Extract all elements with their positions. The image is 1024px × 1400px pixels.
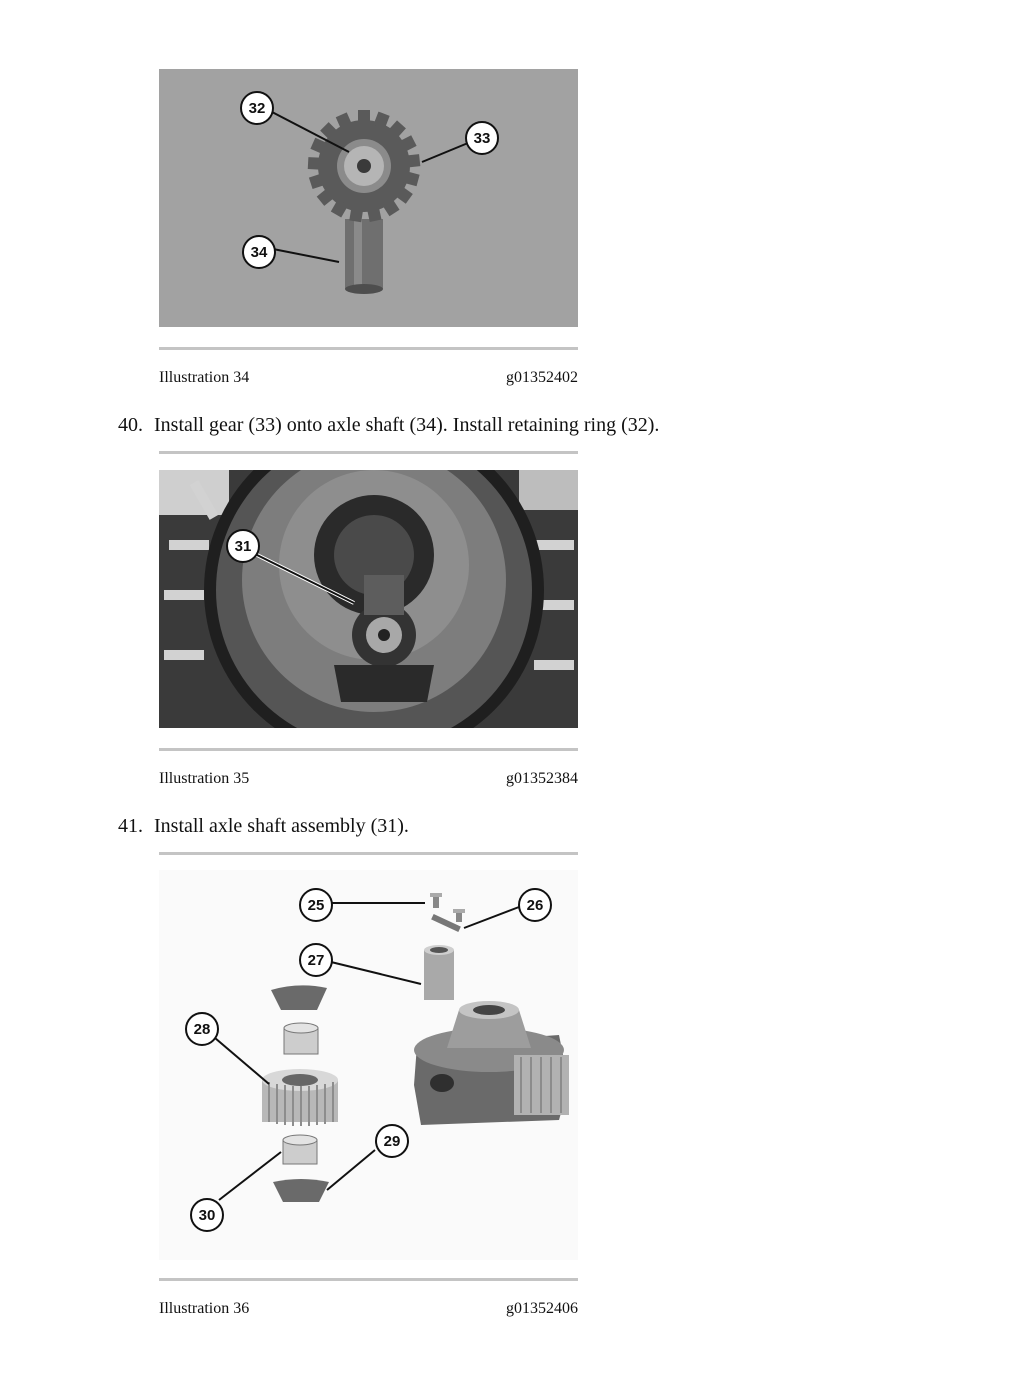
step-text: Install gear (33) onto axle shaft (34). Install retaining ring (32). — [154, 414, 660, 436]
callout-29-label: 29 — [383, 1132, 401, 1150]
caption-id: g01352406 — [506, 1300, 578, 1317]
figure-top-rule — [159, 852, 578, 855]
illustration-35-photo — [159, 470, 578, 728]
illustration-34-photo — [159, 69, 578, 327]
callout-25-label: 25 — [307, 896, 325, 914]
illustration-36-diagram — [159, 870, 578, 1260]
figure-top-rule — [159, 451, 578, 454]
callout-32-label: 32 — [248, 99, 266, 117]
step-40 — [118, 414, 659, 437]
caption-label: Illustration 36 — [159, 1300, 250, 1317]
callout-27 — [299, 943, 333, 977]
callout-31 — [226, 529, 260, 563]
callout-31-label: 31 — [234, 537, 252, 555]
callout-25 — [299, 888, 333, 922]
callout-30 — [190, 1198, 224, 1232]
step-41 — [118, 815, 409, 838]
callout-34 — [242, 235, 276, 269]
callout-30-label: 30 — [198, 1206, 216, 1224]
callout-26-label: 26 — [526, 896, 544, 914]
callout-29 — [375, 1124, 409, 1158]
caption-label: Illustration 34 — [159, 369, 250, 386]
callout-28-label: 28 — [193, 1020, 211, 1038]
callout-33 — [465, 121, 499, 155]
caption-rule — [159, 347, 578, 350]
illustration-35-caption — [159, 770, 578, 788]
caption-id: g01352384 — [506, 770, 578, 787]
callout-26 — [518, 888, 552, 922]
caption-id: g01352402 — [506, 369, 578, 386]
step-number: 40. — [118, 414, 143, 436]
callout-34-label: 34 — [250, 243, 268, 261]
callout-28 — [185, 1012, 219, 1046]
illustration-34-caption — [159, 369, 578, 387]
callout-33-label: 33 — [473, 129, 491, 147]
step-number: 41. — [118, 815, 143, 837]
illustration-36-caption — [159, 1300, 578, 1318]
caption-rule — [159, 748, 578, 751]
callout-32 — [240, 91, 274, 125]
caption-rule — [159, 1278, 578, 1281]
caption-label: Illustration 35 — [159, 770, 250, 787]
step-text: Install axle shaft assembly (31). — [154, 815, 409, 837]
callout-27-label: 27 — [307, 951, 325, 969]
